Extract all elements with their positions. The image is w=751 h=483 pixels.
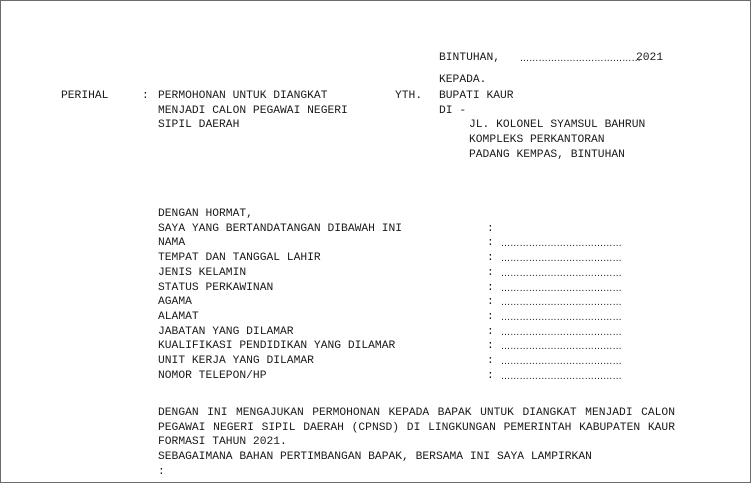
perihal-line: MENJADI CALON PEGAWAI NEGERI (158, 105, 348, 117)
greeting: DENGAN HORMAT, (158, 208, 253, 220)
undersigned-line: SAYA YANG BERTANDATANGAN DIBAWAH INI (158, 223, 403, 235)
perihal-line: PERMOHONAN UNTUK DIANGKAT (158, 90, 328, 102)
field-colon: : (487, 311, 494, 323)
address-line: PADANG KEMPAS, BINTUHAN (469, 149, 625, 161)
field-blank: ………………………………… (501, 372, 622, 382)
field-colon: : (487, 237, 494, 249)
field-colon: : (487, 252, 494, 264)
attachment-line: SEBAGAIMANA BAHAN PERTIMBANGAN BAPAK, BERSAMA INI SAYA LAMPIRKAN (158, 451, 592, 463)
perihal-line: SIPIL DAERAH (158, 119, 240, 131)
field-blank: ………………………………… (501, 342, 622, 352)
request-paragraph: DENGAN INI MENGAJUKAN PERMOHONAN KEPADA BAPAK UNTUK DIANGKAT MENJADI CALON PEGAWAI NEGERI SIPIL DAERAH (CPNSD) DI LINGKUNGAN PEMERINTAH KABUPATEN KAUR FORMASI TAHUN 2021. (158, 407, 675, 448)
field-blank: ………………………………… (501, 284, 622, 294)
perihal-colon: : (142, 90, 149, 102)
field-blank: ………………………………… (501, 328, 622, 338)
field-label: AGAMA (158, 296, 192, 308)
field-colon: : (487, 340, 494, 352)
undersigned-colon: : (487, 223, 494, 235)
di-label: DI - (439, 105, 467, 117)
yth-label: YTH. (395, 90, 423, 102)
date-year: 2021 (636, 52, 664, 64)
field-colon: : (487, 282, 494, 294)
date-blank: ………………………………… (520, 54, 641, 64)
address-line: KOMPLEKS PERKANTORAN (469, 134, 605, 146)
recipient-name: BUPATI KAUR (439, 90, 514, 102)
field-colon: : (487, 296, 494, 308)
perihal-label: PERIHAL (61, 90, 109, 102)
field-label: UNIT KERJA YANG DILAMAR (158, 355, 314, 367)
kepada-label: KEPADA. (439, 74, 487, 86)
field-colon: : (487, 267, 494, 279)
field-label: STATUS PERKAWINAN (158, 282, 274, 294)
field-label: TEMPAT DAN TANGGAL LAHIR (158, 252, 321, 264)
field-blank: ………………………………… (501, 239, 622, 249)
field-colon: : (487, 370, 494, 382)
field-label: ALAMAT (158, 311, 199, 323)
field-label: NOMOR TELEPON/HP (158, 370, 267, 382)
field-label: NAMA (158, 237, 186, 249)
place-label: BINTUHAN, (439, 52, 501, 64)
field-blank: ………………………………… (501, 357, 622, 367)
field-blank: ………………………………… (501, 313, 622, 323)
field-label: JENIS KELAMIN (158, 267, 247, 279)
field-blank: ………………………………… (501, 254, 622, 264)
address-line: JL. KOLONEL SYAMSUL BAHRUN (469, 119, 646, 131)
field-label: JABATAN YANG DILAMAR (158, 326, 294, 338)
attachment-colon: : (158, 466, 165, 478)
field-colon: : (487, 326, 494, 338)
field-blank: ………………………………… (501, 298, 622, 308)
field-colon: : (487, 355, 494, 367)
field-blank: ………………………………… (501, 269, 622, 279)
field-label: KUALIFIKASI PENDIDIKAN YANG DILAMAR (158, 340, 396, 352)
